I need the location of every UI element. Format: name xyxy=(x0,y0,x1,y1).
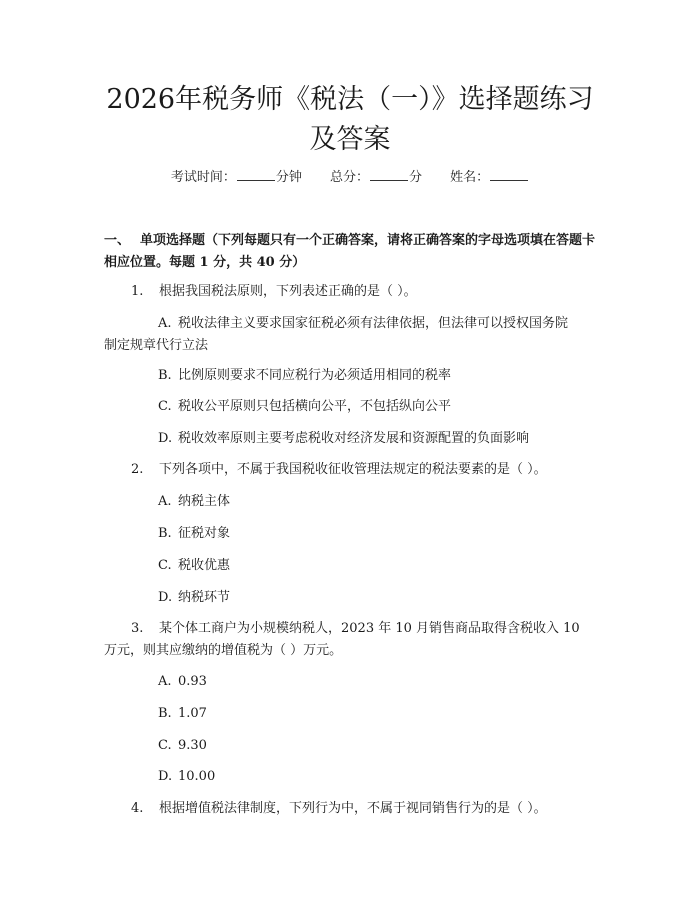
option-letter: B. xyxy=(158,368,172,383)
option-letter: A. xyxy=(158,316,172,331)
option-text: 税收效率原则主要考虑税收对经济发展和资源配置的负面影响 xyxy=(178,431,530,446)
candidate-name xyxy=(450,170,529,185)
q2-option-a xyxy=(158,492,230,512)
exam-info xyxy=(0,166,700,185)
q2-option-b xyxy=(158,524,230,544)
question-4 xyxy=(131,799,547,819)
q1-option-b xyxy=(158,366,451,386)
question-3-continued: 万元，则其应缴纳的增值税为（ ）万元。 xyxy=(104,643,343,658)
option-letter: B. xyxy=(158,526,172,541)
option-text: 纳税主体 xyxy=(178,494,231,509)
exam-time xyxy=(171,170,302,185)
option-text: 0.93 xyxy=(178,674,207,689)
question-stem: 根据我国税法原则，下列表述正确的是（ ）。 xyxy=(159,284,417,299)
exam-time-blank xyxy=(237,169,275,181)
option-letter: D. xyxy=(158,431,173,446)
option-text: 税收法律主义要求国家征税必须有法律依据，但法律可以授权国务院 xyxy=(178,316,569,331)
q2-option-c xyxy=(158,556,230,576)
option-letter: D. xyxy=(158,590,173,605)
question-number: 4. xyxy=(131,801,144,816)
option-letter: C. xyxy=(158,399,172,414)
candidate-name-label: 姓名： xyxy=(450,170,490,185)
q1-option-d xyxy=(158,429,529,449)
q1-option-c xyxy=(158,397,451,417)
option-text: 税收公平原则只包括横向公平，不包括纵向公平 xyxy=(178,399,452,414)
option-letter: D. xyxy=(158,769,173,784)
question-2 xyxy=(131,460,547,480)
question-number: 3. xyxy=(131,621,144,636)
section-heading xyxy=(104,230,600,274)
option-letter: C. xyxy=(158,738,172,753)
question-stem: 根据增值税法律制度，下列行为中，不属于视同销售行为的是（ ）。 xyxy=(159,801,547,816)
total-score xyxy=(330,170,422,185)
total-score-unit: 分 xyxy=(409,170,423,185)
q3-option-d xyxy=(158,767,215,787)
option-letter: A. xyxy=(158,674,172,689)
option-text: 1.07 xyxy=(178,706,207,721)
q3-option-c xyxy=(158,736,207,756)
section-instructions: 单项选择题（下列每题只有一个正确答案，请将正确答案的字母选项填在答题卡相应位置。每题 1 分，共 40 分） xyxy=(104,233,596,270)
candidate-name-blank xyxy=(490,169,528,181)
option-letter: A. xyxy=(158,494,172,509)
exam-time-unit: 分钟 xyxy=(275,170,302,185)
option-text: 比例原则要求不同应税行为必须适用相同的税率 xyxy=(178,368,452,383)
section-number: 一、 xyxy=(104,233,131,248)
option-text: 税收优惠 xyxy=(178,558,231,573)
question-number: 2. xyxy=(131,462,144,477)
option-text: 10.00 xyxy=(178,769,216,784)
q3-option-b xyxy=(158,704,207,724)
q2-option-d xyxy=(158,588,230,608)
q3-option-a xyxy=(158,672,207,692)
total-score-label: 总分： xyxy=(329,170,369,185)
option-text: 征税对象 xyxy=(178,526,231,541)
q1-option-a-continued: 制定规章代行立法 xyxy=(104,338,209,353)
question-stem: 下列各项中，不属于我国税收征收管理法规定的税法要素的是（ ）。 xyxy=(159,462,547,477)
option-text: 9.30 xyxy=(178,738,207,753)
question-stem: 某个体工商户为小规模纳税人，2023 年 10 月销售商品取得含税收入 10 xyxy=(159,621,580,636)
question-3 xyxy=(131,619,580,639)
question-1 xyxy=(131,282,417,302)
option-text: 纳税环节 xyxy=(178,590,231,605)
option-letter: C. xyxy=(158,558,172,573)
question-number: 1. xyxy=(131,284,144,299)
document-title: 2026年税务师《税法（一）》选择题练习及答案 xyxy=(106,84,594,155)
q1-option-a xyxy=(158,314,568,334)
option-letter: B. xyxy=(158,706,172,721)
total-score-blank xyxy=(370,169,408,181)
exam-time-label: 考试时间： xyxy=(170,170,236,185)
